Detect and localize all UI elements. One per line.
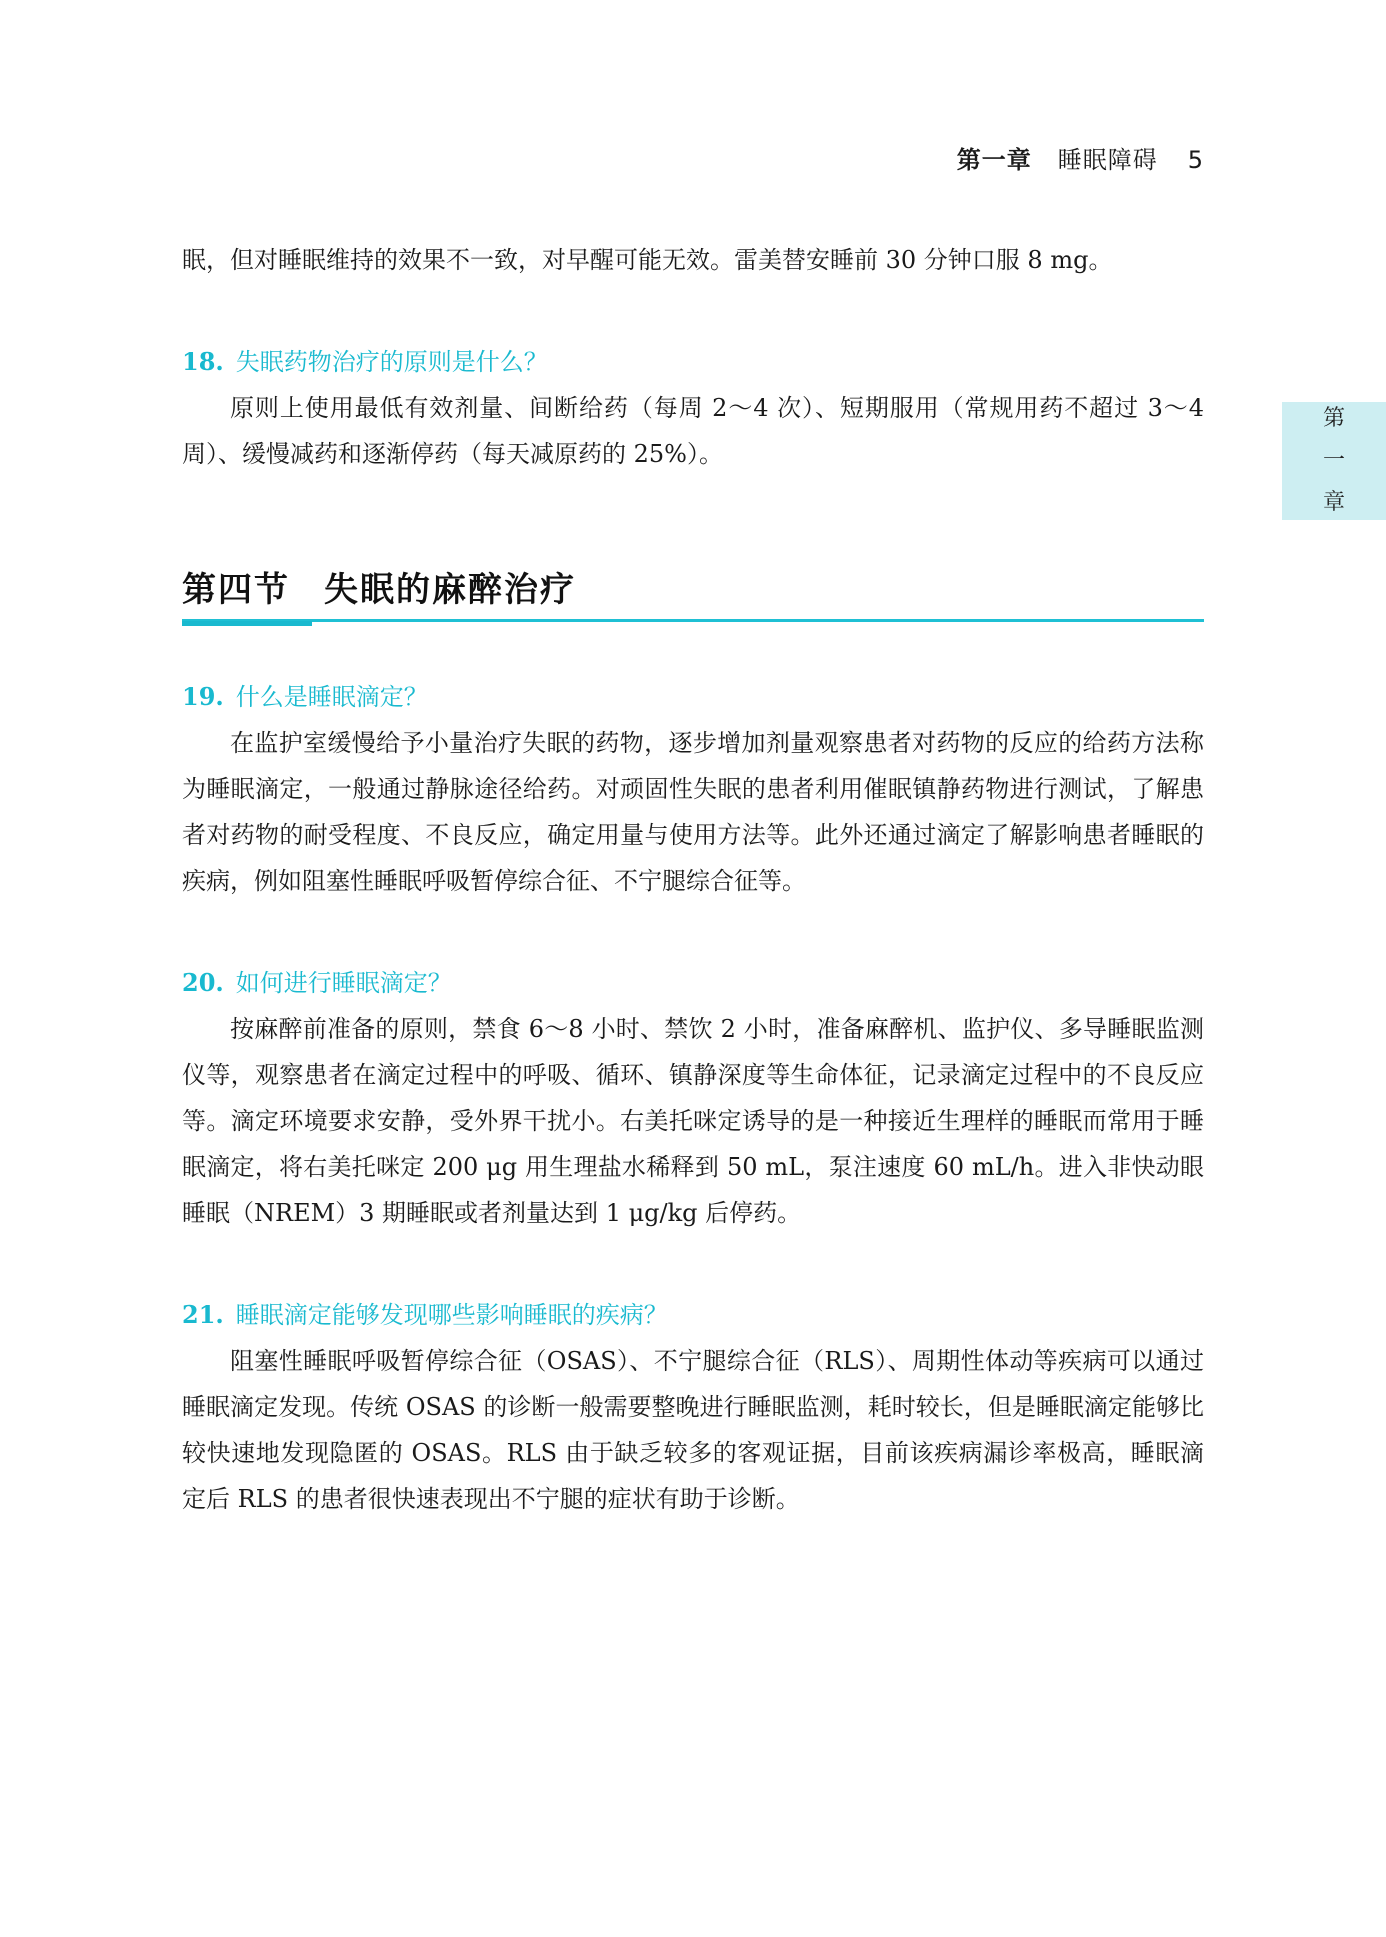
intro-paragraph: 眠，但对睡眠维持的效果不一致，对早醒可能无效。雷美替安睡前 30 分钟口服 8 mg。 <box>182 246 1113 274</box>
question-19 <box>182 674 1204 904</box>
main-content <box>182 237 1204 1522</box>
question-18-heading <box>182 339 1204 385</box>
running-header <box>957 140 1204 175</box>
section-underline-accent <box>182 621 312 626</box>
question-19-title: 什么是睡眠滴定？ <box>235 683 428 711</box>
section-title <box>182 562 576 611</box>
question-18-answer: 原则上使用最低有效剂量、间断给药（每周 2～4 次）、短期服用（常规用药不超过 3～4 周）、缓慢减药和逐渐停药（每天减原药的 25%）。 <box>182 394 1204 468</box>
chapter-side-tab <box>1282 402 1386 520</box>
side-tab-char-2: 一 <box>1322 448 1345 473</box>
header-title: 睡眠障碍 <box>1057 146 1158 174</box>
question-21 <box>182 1292 1204 1522</box>
side-tab-char-1: 第 <box>1322 406 1345 431</box>
question-20-title: 如何进行睡眠滴定？ <box>235 969 452 997</box>
question-20-heading <box>182 960 1204 1006</box>
section-name: 失眠的麻醉治疗 <box>324 570 576 610</box>
side-tab-char-3: 章 <box>1322 490 1345 515</box>
question-21-title: 睡眠滴定能够发现哪些影响睡眠的疾病？ <box>235 1301 668 1329</box>
section-heading <box>182 557 1204 622</box>
question-21-number: 21. <box>182 1300 224 1329</box>
question-20-number: 20. <box>182 968 224 997</box>
question-20 <box>182 960 1204 1236</box>
question-21-answer: 阻塞性睡眠呼吸暂停综合征（OSAS）、不宁腿综合征（RLS）、周期性体动等疾病可以通过睡眠滴定发现。传统 OSAS 的诊断一般需要整晚进行睡眠监测，耗时较长，但是睡眠滴定能够比较快速地发现隐匿的 OSAS。RLS 由于缺乏较多的客观证据，目前该疾病漏诊率极高，睡眠滴定后 RLS 的患者很快速表现出不宁腿的症状有助于诊断。 <box>182 1347 1204 1513</box>
header-chapter: 第一章 <box>956 146 1032 174</box>
question-19-number: 19. <box>182 682 224 711</box>
section-label: 第四节 <box>182 570 290 610</box>
question-18-title: 失眠药物治疗的原则是什么？ <box>235 348 548 376</box>
question-20-answer: 按麻醉前准备的原则，禁食 6～8 小时、禁饮 2 小时，准备麻醉机、监护仪、多导睡眠监测仪等，观察患者在滴定过程中的呼吸、循环、镇静深度等生命体征，记录滴定过程中的不良反应等。滴定环境要求安静，受外界干扰小。右美托咪定诱导的是一种接近生理样的睡眠而常用于睡眠滴定，将右美托咪定 200 μg 用生理盐水稀释到 50 mL，泵注速度 60 mL/h。进入非快动眼睡眠（NREM）3 期睡眠或者剂量达到 1 μg/kg 后停药。 <box>182 1015 1204 1227</box>
question-19-answer: 在监护室缓慢给予小量治疗失眠的药物，逐步增加剂量观察患者对药物的反应的给药方法称为睡眠滴定，一般通过静脉途径给药。对顽固性失眠的患者利用催眠镇静药物进行测试，了解患者对药物的耐受程度、不良反应，确定用量与使用方法等。此外还通过滴定了解影响患者睡眠的疾病，例如阻塞性睡眠呼吸暂停综合征、不宁腿综合征等。 <box>182 729 1204 895</box>
question-19-heading <box>182 674 1204 720</box>
question-18 <box>182 339 1204 477</box>
question-18-number: 18. <box>182 347 224 376</box>
page-number: 5 <box>1187 146 1204 174</box>
question-21-heading <box>182 1292 1204 1338</box>
